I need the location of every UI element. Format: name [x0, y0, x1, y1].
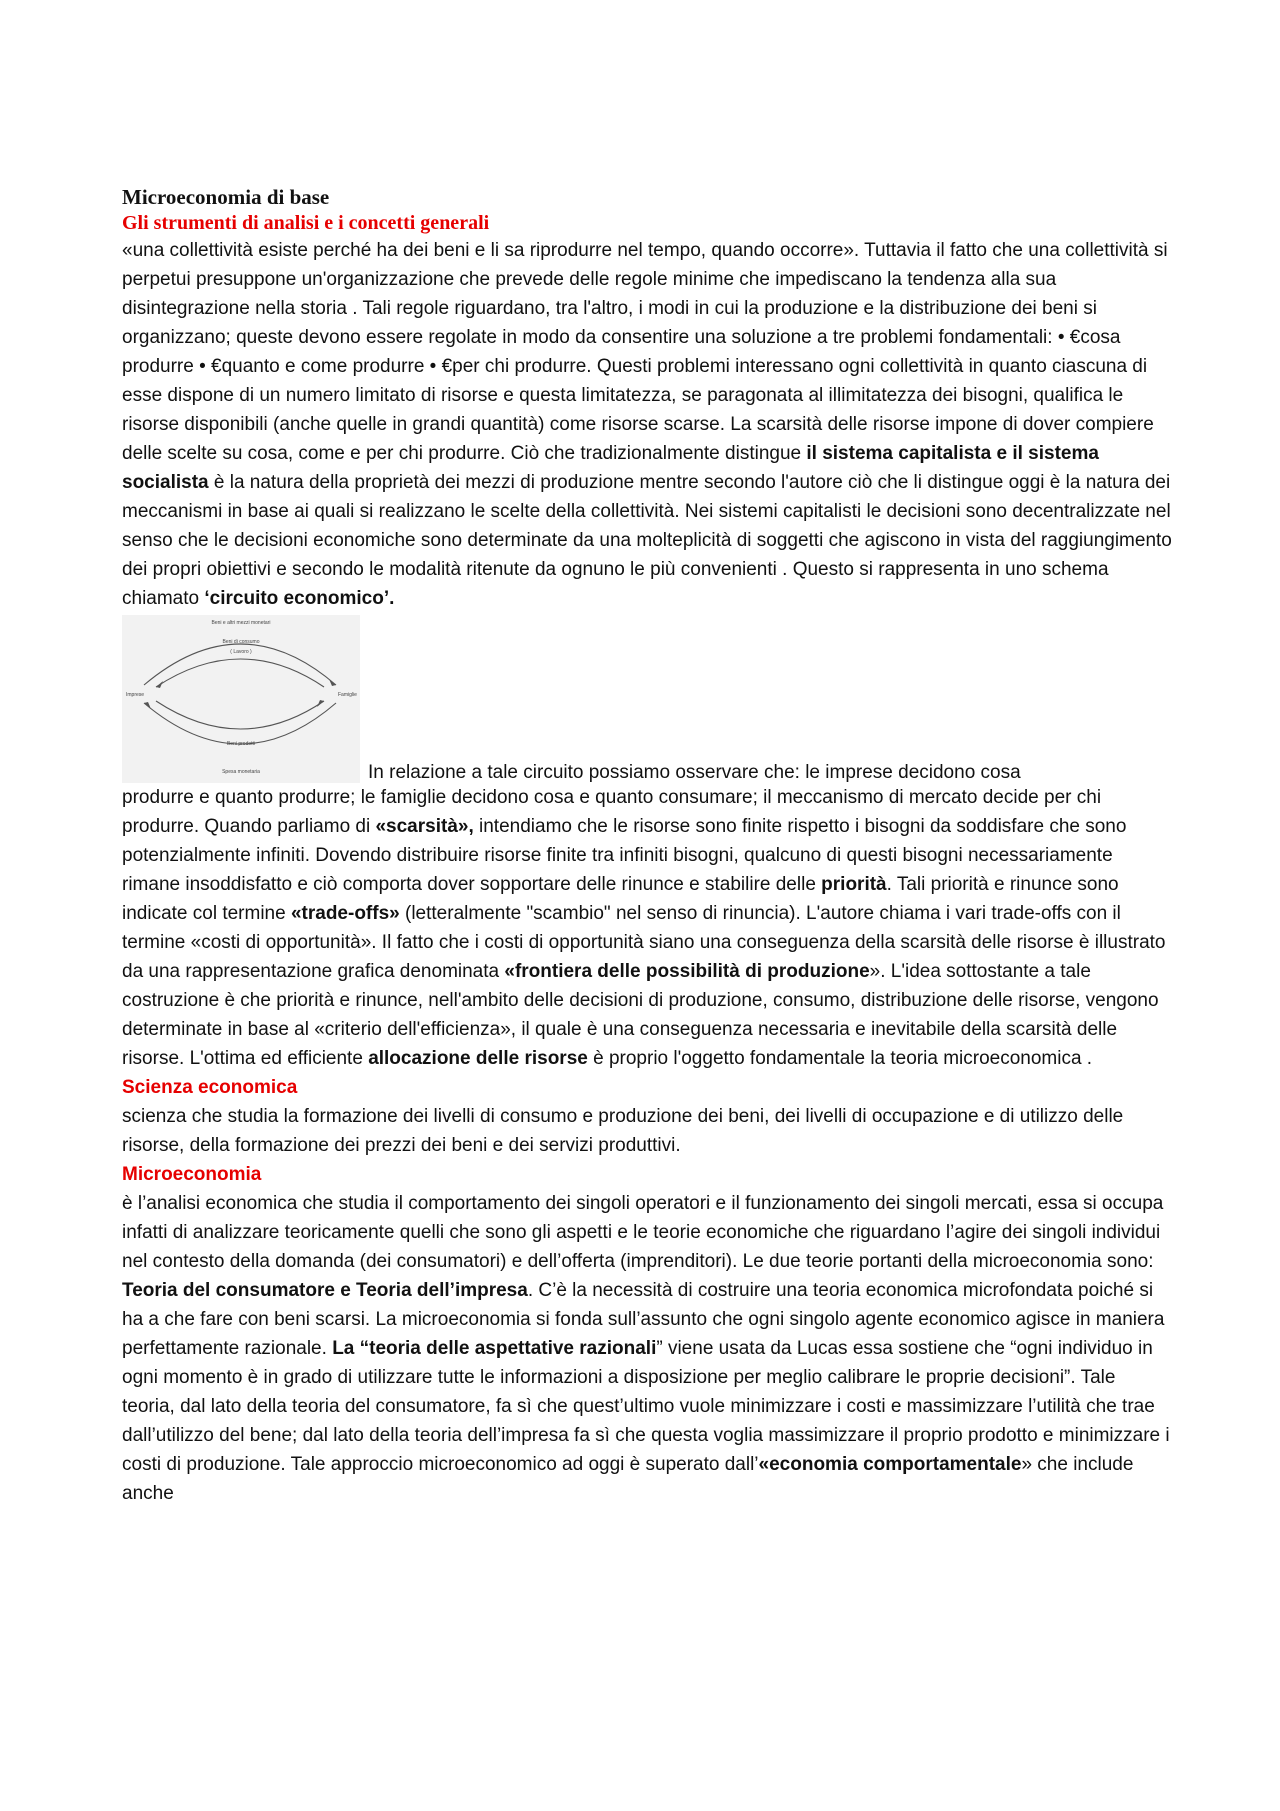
- micro-text-3: ” viene usata da Lucas essa sostiene che “ogni individuo in ogni momento è in grado di utilizzare tutte le informazioni a disposizione per meglio calibrare le proprie decisioni”. Tale teoria, dal lato della teoria del consumatore, fa sì che quest’ultimo vuole minimizzare i costi e massimizzare l’utilità che trae dall’utilizzo del bene; dal lato della teoria dell’impresa fa sì che questa voglia massimizzare il proprio prodotto e minimizzare i costi di produzione. Tale approccio microeconomico ad oggi è superato dall’: [122, 1338, 1170, 1475]
- circuit-text-6: è proprio l'oggetto fondamentale la teoria microeconomica .: [587, 1048, 1093, 1069]
- circuit-text-4: (letteralmente "scambio" nel senso di rinuncia). L'autore chiama i vari trade-offs con il termine «costi di opportunità». Il fatto che i costi di opportunità siano una conseguenza della scarsità delle risorse è illustrato da una rappresentazione grafica denominata: [122, 903, 1166, 982]
- circuit-first-line: In relazione a tale circuito possiamo osservare che: le imprese decidono cosa: [368, 762, 1021, 783]
- section-subtitle: Gli strumenti di analisi e i concetti generali: [122, 212, 490, 234]
- circuit-bold-3: «trade-offs»: [290, 903, 400, 924]
- circuit-text-1: produrre e quanto produrre; le famiglie decidono cosa e quanto consumare; il meccanismo di mercato decide per chi produrre. Quando parliamo di: [122, 787, 1102, 837]
- circuit-bold-5: allocazione delle risorse: [368, 1048, 588, 1069]
- heading-scienza-economica: Scienza economica: [122, 1077, 298, 1098]
- micro-text-2: . C’è la necessità di costruire una teoria economica microfondata poiché si ha a che fare con beni scarsi. La microeconomia si fonda sull’assunto che ogni singolo agente economico agisce in maniera perfettamente razionale.: [122, 1280, 1165, 1359]
- diagram-label-top-inner: Beni di consumo: [222, 639, 260, 645]
- circuit-text-3: . Tali priorità e rinunce sono indicate col termine: [122, 874, 1119, 924]
- micro-bold-1: Teoria del consumatore e Teoria dell’impresa: [122, 1280, 528, 1301]
- circuit-bold-2: priorità: [821, 874, 887, 895]
- circuit-bold-4: «frontiera delle possibilità di produzione: [504, 961, 870, 982]
- diagram-label-top-inner2: ( Lavoro ): [230, 649, 252, 655]
- diagram-label-bottom-outer: Spesa monetaria: [222, 769, 260, 775]
- circuit-diagram: [122, 615, 360, 783]
- micro-bold-3: «economia comportamentale: [758, 1454, 1022, 1475]
- intro-bold-2: ‘circuito economico’.: [204, 588, 395, 609]
- document-title: Microeconomia di base: [122, 185, 330, 209]
- figure-row: [122, 615, 1172, 783]
- intro-paragraph: [122, 236, 1172, 613]
- diagram-label-left: Imprese: [126, 692, 145, 698]
- micro-bold-2: La “teoria delle aspettative razionali: [332, 1338, 657, 1359]
- document-page: [122, 184, 1172, 1508]
- heading-microeconomia: Microeconomia: [122, 1164, 262, 1185]
- circuit-paragraph: [122, 783, 1172, 1073]
- micro-paragraph: [122, 1189, 1172, 1508]
- intro-bold-1: il sistema capitalista e il sistema socialista: [122, 443, 1099, 493]
- circuit-text-2: intendiamo che le risorse sono finite rispetto i bisogni da soddisfare che sono potenzialmente infiniti. Dovendo distribuire risorse finite tra infiniti bisogni, qualcuno di questi bisogni necessariamente rimane insoddisfatto e ciò comporta dover sopportare delle rinunce e stabilire delle: [122, 816, 1127, 895]
- circuit-bold-1: «scarsità»,: [375, 816, 474, 837]
- circuit-text-5: ». L'idea sottostante a tale costruzione è che priorità e rinunce, nell'ambito delle decisioni di produzione, consumo, distribuzione delle risorse, vengono determinate in base al «criterio dell'efficienza», il quale è una conseguenza necessaria e inevitabile della scarsità delle risorse. L'ottima ed efficiente: [122, 961, 1159, 1069]
- diagram-label-top-outer: Beni e altri mezzi monetari: [211, 620, 271, 626]
- diagram-label-bottom-inner: Beni prodotti: [226, 741, 256, 747]
- intro-text-1: «una collettività esiste perché ha dei beni e li sa riprodurre nel tempo, quando occorre». Tuttavia il fatto che una collettività si perpetui presuppone un'organizzazione che prevede delle regole minime che impediscano la tendenza alla sua disintegrazione nella storia . Tali regole riguardano, tra l'altro, i modi in cui la produzione e la distribuzione dei beni si organizzano; queste devono essere regolate in modo da consentire una soluzione a tre problemi fondamentali: • €cosa produrre • €quanto e come produrre • €per chi produrre. Questi problemi interessano ogni collettività in quanto ciascuna di esse dispone di un numero limitato di risorse e questa limitatezza, se paragonata al illimitatezza dei bisogni, qualifica le risorse disponibili (anche quelle in grandi quantità) come risorse scarse. La scarsità delle risorse impone di dover compiere delle scelte su cosa, come e per chi produrre. Ciò che tradizionalmente distingue: [122, 240, 1168, 464]
- micro-text-4: » che include anche: [122, 1454, 1134, 1504]
- micro-text-1: è l’analisi economica che studia il comportamento dei singoli operatori e il funzionamento dei singoli mercati, essa si occupa infatti di analizzare teoricamente quelli che sono gli aspetti e le teorie economiche che riguardano l’agire dei singoli individui nel contesto della domanda (dei consumatori) e dell’offerta (imprenditori). Le due teorie portanti della microeconomia sono:: [122, 1193, 1164, 1272]
- diagram-label-right: Famiglie: [338, 692, 357, 698]
- scienza-paragraph: scienza che studia la formazione dei livelli di consumo e produzione dei beni, dei livelli di occupazione e di utilizzo delle risorse, della formazione dei prezzi dei beni e dei servizi produttivi.: [122, 1106, 1124, 1156]
- intro-text-2: è la natura della proprietà dei mezzi di produzione mentre secondo l'autore ciò che li distingue oggi è la natura dei meccanismi in base ai quali si realizzano le scelte della collettività. Nei sistemi capitalisti le decisioni sono decentralizzate nel senso che le decisioni economiche sono determinate da una molteplicità di soggetti che agiscono in vista del raggiungimento dei propri obiettivi e secondo le modalità ritenute da ognuno le più convenienti . Questo si rappresenta in uno schema chiamato: [122, 472, 1172, 609]
